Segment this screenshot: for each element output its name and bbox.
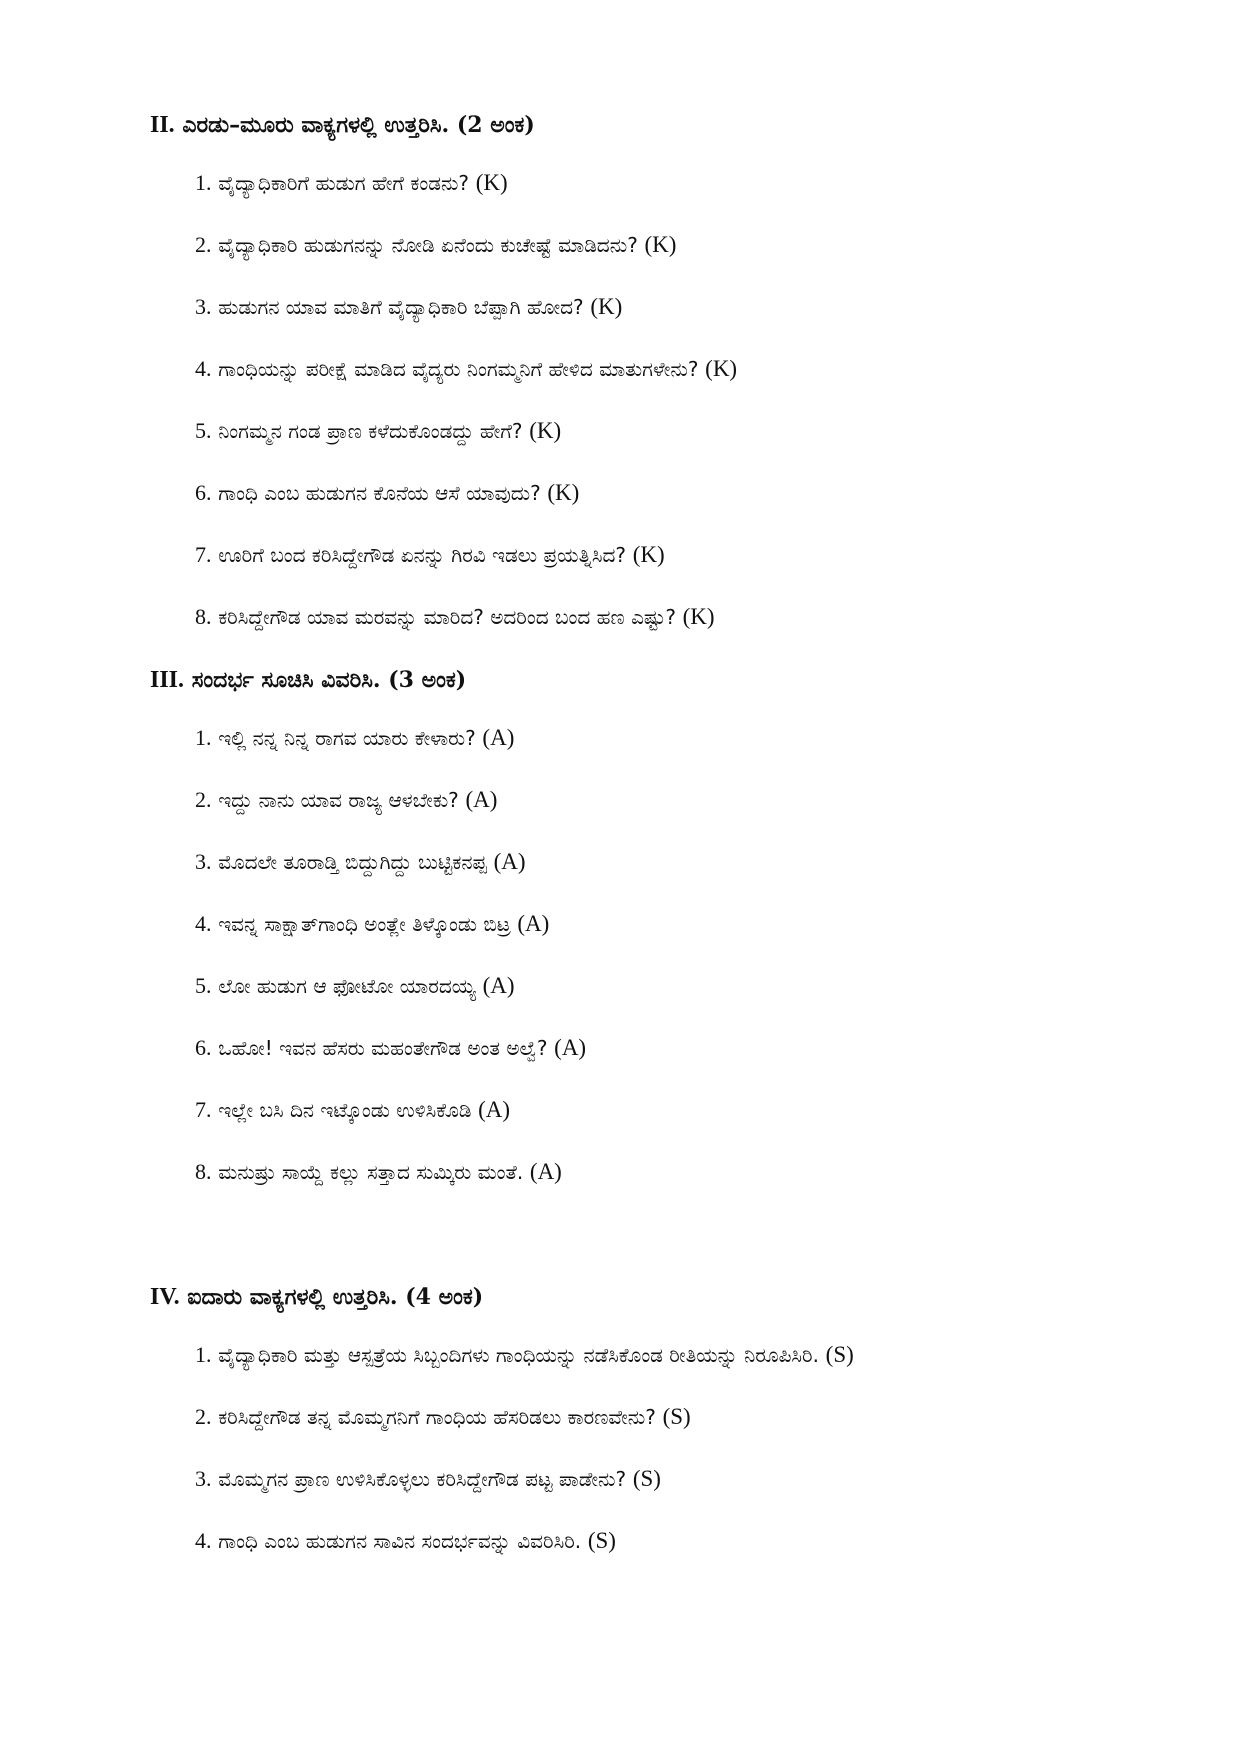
question-item: [195, 769, 1170, 831]
question-text: ಗಾಂಧಿ ಎಂಬ ಹುಡುಗನ ಕೊನೆಯ ಆಸೆ ಯಾವುದು?: [218, 481, 541, 505]
section-ii: [150, 110, 1170, 648]
question-number: 5.: [195, 418, 212, 443]
question-list: [150, 707, 1170, 1203]
question-item: [195, 276, 1170, 338]
question-level-tag: (A): [517, 911, 550, 936]
question-level-tag: (A): [529, 1159, 562, 1184]
question-item: [195, 893, 1170, 955]
question-number: 6.: [195, 480, 212, 505]
question-number: 7.: [195, 542, 212, 567]
question-level-tag: (S): [587, 1528, 616, 1553]
question-text: ಮೊಮ್ಮಗನ ಪ್ರಾಣ ಉಳಿಸಿಕೊಳ್ಳಲು ಕರಿಸಿದ್ದೇಗೌಡ ಪಟ್ಟ ಪಾಡೇನು?: [218, 1467, 627, 1491]
question-level-tag: (A): [465, 787, 498, 812]
section-heading: [150, 110, 1170, 140]
section-title: ಎರಡು–ಮೂರು ವಾಕ್ಯಗಳಲ್ಲಿ ಉತ್ತರಿಸಿ. (2 ಅಂಕ): [182, 112, 535, 138]
question-text: ಇವನ್ನ ಸಾಕ್ಷಾತ್‌ಗಾಂಧಿ ಅಂತ್ಲೇ ತಿಳ್ಕೊಂಡು ಬಿಟ್ರ: [218, 912, 511, 936]
question-list: [150, 152, 1170, 648]
section-numeral: III.: [150, 667, 185, 693]
question-level-tag: (K): [547, 480, 580, 505]
question-text: ಹುಡುಗನ ಯಾವ ಮಾತಿಗೆ ವೈದ್ಯಾಧಿಕಾರಿ ಬೆಪ್ಪಾಗಿ ಹೋದ?: [218, 295, 584, 319]
question-text: ಗಾಂಧಿಯನ್ನು ಪರೀಕ್ಷೆ ಮಾಡಿದ ವೈದ್ಯರು ನಿಂಗಮ್ಮನಿಗೆ ಹೇಳಿದ ಮಾತುಗಳೇನು?: [218, 357, 699, 381]
question-number: 6.: [195, 1035, 212, 1060]
question-text: ವೈದ್ಯಾಧಿಕಾರಿಗೆ ಹುಡುಗ ಹೇಗೆ ಕಂಡನು?: [218, 171, 470, 195]
question-level-tag: (A): [482, 725, 515, 750]
section-title: ಸಂದರ್ಭ ಸೂಚಿಸಿ ವಿವರಿಸಿ. (3 ಅಂಕ): [191, 667, 467, 693]
question-text: ವೈದ್ಯಾಧಿಕಾರಿ ಮತ್ತು ಆಸ್ಪತ್ರೆಯ ಸಿಬ್ಬಂದಿಗಳು ಗಾಂಧಿಯನ್ನು ನಡೆಸಿಕೊಂಡ ರೀತಿಯನ್ನು ನಿರೂಪಿಸಿರಿ.: [218, 1343, 819, 1367]
question-text: ಮನುಷ್ರು ಸಾಯ್ದೆ ಕಲ್ಲು ಸತ್ತಾದ ಸುಮ್ಕಿರು ಮಂತೆ.: [218, 1160, 524, 1184]
question-item: [195, 524, 1170, 586]
question-item: [195, 1079, 1170, 1141]
question-item: [195, 400, 1170, 462]
question-level-tag: (K): [590, 294, 623, 319]
question-item: [195, 707, 1170, 769]
question-text: ಮೊದಲೇ ತೂರಾಡ್ತಿ ಬಿದ್ದುಗಿದ್ದು ಬುಟ್ಟಿಕನಪ್ಪ: [218, 850, 487, 874]
question-item: [195, 462, 1170, 524]
question-number: 8.: [195, 1159, 212, 1184]
question-text: ಇದ್ದು ನಾನು ಯಾವ ರಾಜ್ಯ ಆಳಬೇಕು?: [218, 788, 459, 812]
section-title: ಐದಾರು ವಾಕ್ಯಗಳಲ್ಲಿ ಉತ್ತರಿಸಿ. (4 ಅಂಕ): [187, 1284, 484, 1310]
question-number: 2.: [195, 787, 212, 812]
question-level-tag: (K): [705, 356, 738, 381]
question-number: 4.: [195, 911, 212, 936]
question-number: 1.: [195, 725, 212, 750]
question-text: ನಿಂಗಮ್ಮನ ಗಂಡ ಪ್ರಾಣ ಕಳೆದುಕೊಂಡದ್ದು ಹೇಗೆ?: [218, 419, 523, 443]
question-number: 4.: [195, 356, 212, 381]
question-item: [195, 955, 1170, 1017]
question-level-tag: (K): [644, 232, 677, 257]
question-text: ಕರಿಸಿದ್ದೇಗೌಡ ತನ್ನ ಮೊಮ್ಮಗನಿಗೆ ಗಾಂಧಿಯ ಹೆಸರಿಡಲು ಕಾರಣವೇನು?: [218, 1405, 656, 1429]
question-item: [195, 214, 1170, 276]
section-iii: [150, 665, 1170, 1203]
question-level-tag: (A): [478, 1097, 511, 1122]
question-number: 1.: [195, 170, 212, 195]
question-list: [150, 1324, 1170, 1572]
question-text: ಕರಿಸಿದ್ದೇಗೌಡ ಯಾವ ಮರವನ್ನು ಮಾರಿದ? ಅದರಿಂದ ಬಂದ ಹಣ ಎಷ್ಟು?: [218, 605, 676, 629]
question-number: 4.: [195, 1528, 212, 1553]
section-heading: [150, 665, 1170, 695]
question-level-tag: (K): [475, 170, 508, 195]
question-text: ವೈದ್ಯಾಧಿಕಾರಿ ಹುಡುಗನನ್ನು ನೋಡಿ ಏನೆಂದು ಕುಚೇಷ್ಟೆ ಮಾಡಿದನು?: [218, 233, 638, 257]
question-item: [195, 152, 1170, 214]
question-number: 7.: [195, 1097, 212, 1122]
question-text: ಊರಿಗೆ ಬಂದ ಕರಿಸಿದ್ದೇಗೌಡ ಏನನ್ನು ಗಿರವಿ ಇಡಲು ಪ್ರಯತ್ನಿಸಿದ?: [218, 543, 627, 567]
question-level-tag: (S): [825, 1342, 854, 1367]
question-number: 2.: [195, 1404, 212, 1429]
question-level-tag: (K): [529, 418, 562, 443]
question-item: [195, 1386, 1170, 1448]
question-item: [195, 831, 1170, 893]
section-numeral: IV.: [150, 1284, 180, 1310]
question-level-tag: (S): [632, 1466, 661, 1491]
question-item: [195, 338, 1170, 400]
section-iv: [150, 1282, 1170, 1572]
question-level-tag: (A): [482, 973, 515, 998]
question-item: [195, 1448, 1170, 1510]
question-text: ಇಲ್ಲಿ ನನ್ನ ನಿನ್ನ ರಾಗವ ಯಾರು ಕೇಳಾರು?: [218, 726, 476, 750]
question-item: [195, 1510, 1170, 1572]
section-heading: [150, 1282, 1170, 1312]
question-number: 3.: [195, 294, 212, 319]
question-number: 3.: [195, 849, 212, 874]
question-item: [195, 1324, 1170, 1386]
question-text: ಲೋ ಹುಡುಗ ಆ ಫೋಟೋ ಯಾರದಯ್ಯ: [218, 974, 476, 998]
question-number: 8.: [195, 604, 212, 629]
question-text: ಒಹೋ! ಇವನ ಹೆಸರು ಮಹಂತೇಗೌಡ ಅಂತ ಅಲ್ವೆ?: [218, 1036, 548, 1060]
question-level-tag: (K): [632, 542, 665, 567]
question-text: ಗಾಂಧಿ ಎಂಬ ಹುಡುಗನ ಸಾವಿನ ಸಂದರ್ಭವನ್ನು ವಿವರಿಸಿರಿ.: [218, 1529, 582, 1553]
question-number: 2.: [195, 232, 212, 257]
question-text: ಇಲ್ಲೇ ಬಸಿ ದಿನ ಇಟ್ಕೊಂಡು ಉಳಿಸಿಕೊಡಿ: [218, 1098, 472, 1122]
question-level-tag: (S): [662, 1404, 691, 1429]
question-item: [195, 1017, 1170, 1079]
question-item: [195, 1141, 1170, 1203]
question-level-tag: (K): [682, 604, 715, 629]
question-number: 3.: [195, 1466, 212, 1491]
question-item: [195, 586, 1170, 648]
question-number: 5.: [195, 973, 212, 998]
section-numeral: II.: [150, 112, 175, 138]
question-number: 1.: [195, 1342, 212, 1367]
question-level-tag: (A): [554, 1035, 587, 1060]
question-level-tag: (A): [493, 849, 526, 874]
